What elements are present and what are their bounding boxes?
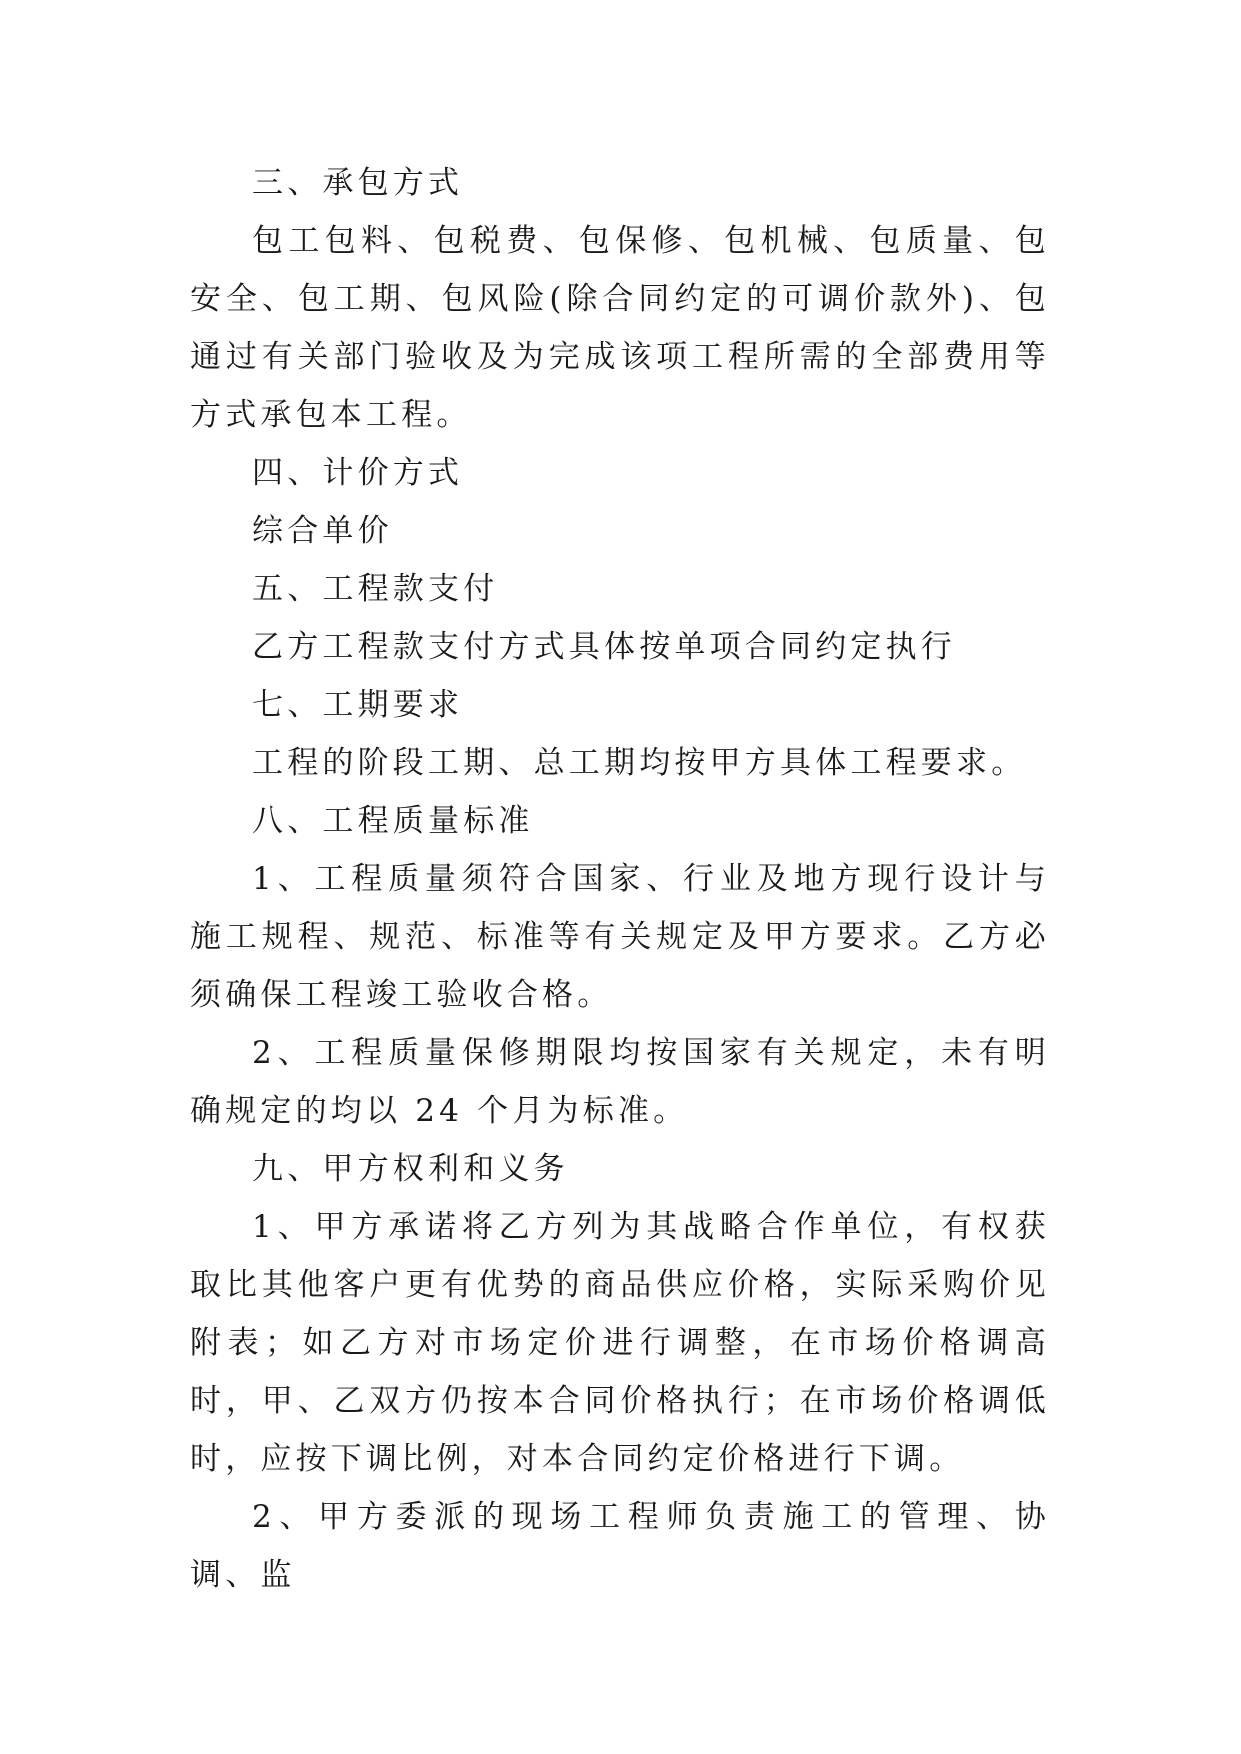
section-heading-contract-method: 三、承包方式	[252, 165, 464, 201]
paragraph-quality-item-1: 1、工程质量须符合国家、行业及地方现行设计与施工规程、规范、标准等有关规定及甲方要求。乙方必须确保工程竣工验收合格。	[190, 861, 1050, 1013]
section-heading-schedule: 七、工期要求	[252, 687, 464, 723]
section-heading-quality-standard: 八、工程质量标准	[252, 803, 534, 839]
paragraph-schedule: 工程的阶段工期、总工期均按甲方具体工程要求。	[252, 745, 1027, 781]
section-heading-party-a-rights: 九、甲方权利和义务	[252, 1151, 569, 1187]
paragraph-party-a-item-2: 2、甲方委派的现场工程师负责施工的管理、协调、监	[190, 1499, 1050, 1593]
paragraph-payment: 乙方工程款支付方式具体按单项合同约定执行	[252, 629, 956, 665]
paragraph-contract-method: 包工包料、包税费、包保修、包机械、包质量、包安全、包工期、包风险(除合同约定的可调价款外)、包通过有关部门验收及为完成该项工程所需的全部费用等方式承包本工程。	[190, 223, 1050, 433]
section-heading-pricing-method: 四、计价方式	[252, 455, 464, 491]
paragraph-pricing-method: 综合单价	[252, 513, 393, 549]
document-body	[190, 154, 1050, 1604]
paragraph-party-a-item-1: 1、甲方承诺将乙方列为其战略合作单位，有权获取比其他客户更有优势的商品供应价格，实际采购价见附表；如乙方对市场定价进行调整，在市场价格调高时，甲、乙双方仍按本合同价格执行；在市场价格调低时，应按下调比例，对本合同约定价格进行下调。	[190, 1209, 1050, 1477]
section-heading-payment: 五、工程款支付	[252, 571, 499, 607]
paragraph-quality-item-2: 2、工程质量保修期限均按国家有关规定，未有明确规定的均以 24 个月为标准。	[190, 1035, 1050, 1129]
